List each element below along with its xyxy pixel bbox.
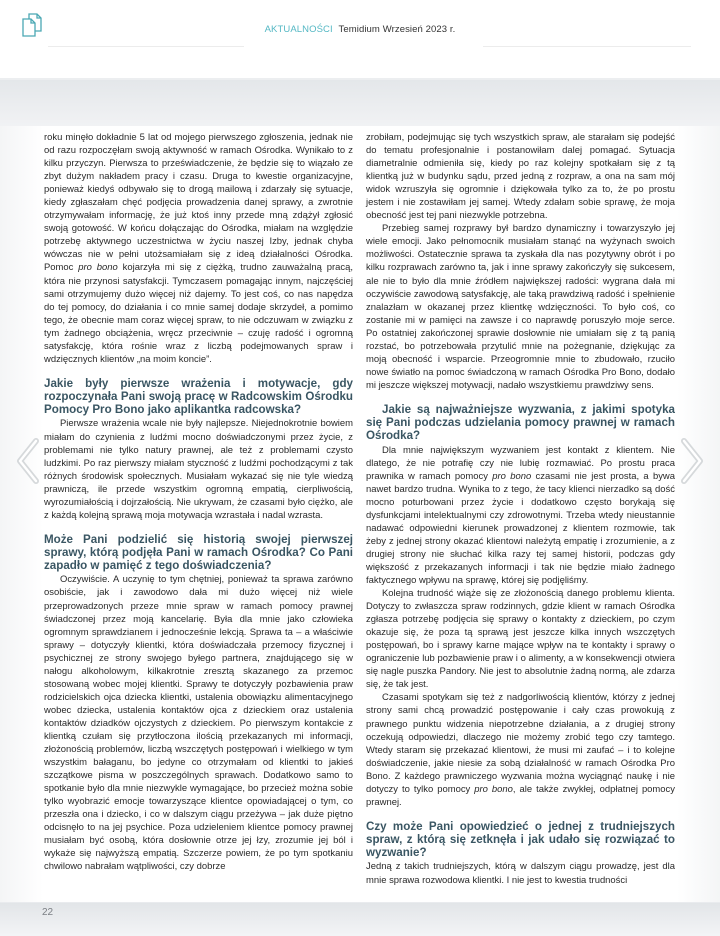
paragraph: Jedną z takich trudniejszych, którą w dalszym ciągu prowadzę, jest dla mnie sprawa rozwodowa klientki. I nie jest to kwestia trudności [366, 861, 675, 886]
article-page [0, 126, 720, 902]
paragraph: Czasami spotykam się też z nadgorliwością klientów, którzy z jednej strony sami chcą prowadzić postępowanie i cały czas prowokują z prawnego punktu widzenia niepotrzebne działania, a z drugiej strony oczekują odpowiedzi, dlaczego nie możemy zrobić tego czy tamtego. Wtedy staram się przekazać klientowi, że musi mi zaufać – i to kolejne doświadczenie, jakie niesie za sobą działalność w ramach Ośrodka Pro Bono. Z każdego prawniczego wyzwania można wyciągnąć naukę i nie dotyczy to tylko pomocy pro bono, ale także zwykłej, odpłatnej pomocy prawnej. [366, 692, 675, 808]
question-heading: Czy może Pani opowiedzieć o jednej z trudniejszych spraw, z którą się zetknęła i jak udało się rozwiązać to wyzwanie? [366, 819, 675, 860]
paragraph: roku minęło dokładnie 5 lat od mojego pierwszego zgłoszenia, jednak nie od razu rozpoczęłam swoją aktywność w ramach Ośrodka. Wynikało to z kilku przyczyn. Pierwsza to przeświadczenie, że będzie się to wiązało ze zbyt dużym nakładem pracy i czasu. Druga to kwestie organizacyjne, ponieważ kiedyś odbywało się to drogą mailową i zdarzały się sytuacje, kiedy zgłaszałam chęć podjęcia prowadzenia danej sprawy, a zwrotnie otrzymywałam informację, że już ktoś inny przede mną zdążył zgłosić swoją gotowość. W końcu dołączając do Ośrodka, miałam na względzie potrzebę aktywnego uczestnictwa w życiu naszej Izby, jednak chyba wówczas nie w pełni utożsamiałam się z ideą działalności Ośrodka. Pomoc pro bono kojarzyła mi się z ciężką, trudno zauważalną pracą, która nie przynosi satysfakcji. Tymczasem pomagając innym, najczęściej sami otrzymujemy dużo więcej niż dajemy. To jest coś, co nas napędza do tej pomocy, do działania i co mnie samej dodaje skrzydeł, a pomimo tego, że obecnie mam coraz więcej spraw, to nie odczuwam w związku z tym żadnego obciążenia, wręcz przeciwnie – czuję radość i ogromną satysfakcję, która rośnie wraz z liczbą podejmowanych spraw i wdzięcznych klientów „na moim koncie”. [44, 132, 353, 365]
paragraph: Kolejna trudność wiąże się ze złożonością danego problemu klienta. Dotyczy to zwłaszcza spraw rodzinnych, gdzie klient w ramach Ośrodka zgłasza potrzebę podjęcia się sprawy o kontakty z dzieckiem, po czym okazuje się, że poza tą sprawą jest jeszcze kilka innych wszczętych postępowań, bo i sprawy karne mające wpływ na te kontakty i sprawy o ograniczenie lub pozbawienie praw i o alimenty, a w konsekwencji otwiera się nagle puszka Pandory. Nie jest to absolutnie żadną normą, ale zdarza się, że tak jest. [366, 588, 675, 691]
paragraph: Przebieg samej rozprawy był bardzo dynamiczny i towarzyszyło jej wiele emocji. Jako pełnomocnik musiałam stanąć na wyżynach swoich możliwości. Ostatecznie sprawa ta zyskała dla nas pozytywny obrót i po kilku rozprawach zarówno ta, jak i inne sprawy zakończyły się sukcesem, ale nie to było dla mnie źródłem największej radości: wygrana dała mi oczywiście zawodową satysfakcję, ale taką prawdziwą radość i spełnienie znalazłam w okazanej przez klientkę wdzięczności. To było coś, co zostanie mi w pamięci na zawsze i co naprawdę poruszyło moje serce. Po ostatniej zakończonej sprawie dosłownie nie umiałam się z tą panią rozstać, bo potrzebowała przytulić mnie na pożegnanie, dziękując za moją obecność i wsparcie. Przeogromnie mnie to zbudowało, rzuciło nowe światło na pomoc świadczoną w ramach Ośrodka Pro Bono, dodało mi jeszcze większej motywacji, nadało wszystkiemu prawdziwy sens. [366, 223, 675, 391]
paragraph: Pierwsze wrażenia wcale nie były najlepsze. Niejednokrotnie bowiem miałam do czynienia z ludźmi mocno doświadczonymi przez życie, z problemami nie tylko natury prawnej, ale też z problemami czysto ludzkimi. Po raz pierwszy miałam styczność z ludźmi pochodzącymi z tak różnych środowisk społecznych. Musiałam wykazać się nie tyle wiedzą prawniczą, ile przede wszystkim ogromną empatią, cierpliwością, wyrozumiałością i dojrzałością. Nie ukrywam, że czasami było ciężko, ale z każdą kolejną sprawą moja motywacja wzrastała i nadal wzrasta. [44, 418, 353, 521]
chevron-right-icon[interactable] [680, 435, 706, 487]
page-header [0, 0, 720, 78]
right-column [366, 131, 675, 887]
section-label: AKTUALNOŚCI [264, 24, 333, 35]
question-heading: Jakie są najważniejsze wyzwania, z jakimi spotyka się Pani podczas udzielania pomocy prawnej w ramach Ośrodka? [366, 402, 675, 443]
header-rule-right [483, 46, 691, 47]
page-footer [0, 902, 720, 936]
paragraph: Dla mnie największym wyzwaniem jest kontakt z klientem. Nie dlatego, że nie potrafię czy nie lubię rozmawiać. Po prostu praca prawnika w ramach pomocy pro bono czasami nie jest prosta, a bywa nawet bardzo trudna. Wynika to z tego, że tacy klienci nierzadko są dość mocno poturbowani przez życie i dodatkowo często borykają się dysfunkcjami intelektualnymi czy zdrowotnymi. Trzeba wtedy nieustannie nadawać odpowiedni kierunek prowadzonej z klientem rozmowie, tak żeby z jednej strony okazać klientowi należytą empatię i zrozumienie, a z drugiej strony nie słuchać kilka razy tej samej historii, podczas gdy większość z przekazanych informacji i tak nie będzie miało żadnego faktycznego wpływu na sprawę, której się podjęliśmy. [366, 444, 675, 587]
running-head [0, 24, 720, 35]
chevron-left-icon[interactable] [14, 435, 40, 487]
left-column [44, 131, 353, 874]
question-heading: Jakie były pierwsze wrażenia i motywacje, gdy rozpoczynała Pani swoją pracę w Radcowskim Ośrodku Pomocy Pro Bono jako aplikantka radcowska? [44, 376, 353, 417]
page-number: 22 [42, 907, 54, 918]
page-gap-band [0, 78, 720, 126]
paragraph: Oczywiście. A uczynię to tym chętniej, ponieważ ta sprawa zarówno osobiście, jak i zawodowo dała mi dużo więcej niż wiele przeprowadzonych przeze mnie spraw w ramach pomocy prawnej świadczonej przez moją kancelarię. Była dla mnie jako człowieka ogromnym sprawdzianem i jednocześnie lekcją. Sprawa ta – a właściwie sprawy – dotyczyły klientki, która doświadczała przemocy fizycznej i psychicznej ze strony swojego byłego partnera, znajdującego się w nałogu alkoholowym, kilkakrotnie zresztą skazanego za przemoc stosowaną wobec mojej klientki. Sprawy te dotyczyły pozbawienia praw rodzicielskich ojca dziecka klientki, ustalenia obowiązku alimentacyjnego wobec dziecka, ustalenia kontaktów ojca z dzieckiem oraz ustalenia kontaktów dziadków ojczystych z dzieckiem. Po pierwszym kontakcie z klientką czułam się przytłoczona ilością przekazanych mi informacji, złożonością problemów, liczbą wszczętych postępowań i wielkiego w tym wszystkim bałaganu, bo jedyne co otrzymałam od klientki to jakieś szczątkowe pisma w poszczególnych sprawach. Dodatkowo samo to spotkanie było dla mnie niezwykle wymagające, bo przecież można sobie tylko wyobrazić emocje towarzyszące klientce opowiadającej o tym, co przeszła ona i dziecko, i co w dalszym ciągu przeżywa – jak duże piętno odcisnęło to na jej psychice. Poza udzieleniem klientce pomocy prawnej musiałam być osobą, która dosłownie otrze jej łzy, zrozumie jej ból i wykaże się najwyższą empatią. Szczerze powiem, że po tym spotkaniu chwilowo nabrałam wątpliwości, czy dobrze [44, 574, 353, 873]
question-heading: Może Pani podzielić się historią swojej pierwszej sprawy, którą podjęła Pani w ramach Ośrodka? Co Pani zapadło w pamięć z tego doświadczenia? [44, 532, 353, 573]
paragraph: zrobiłam, podejmując się tych wszystkich spraw, ale starałam się podejść do tematu profesjonalnie i postanowiłam dalej pomagać. Sytuacja diametralnie odmieniła się, kiedy po raz kolejny spotkałam się z tą klientką już w budynku sądu, przed jedną z rozpraw, a ona na sam mój widok wzruszyła się ogromnie i dziękowała tylko za to, że po prostu jestem i nie zostawiłam jej samej. Wtedy zdałam sobie sprawę, że moja obecność jest tej pani niezwykle potrzebna. [366, 132, 675, 222]
header-rule-left [48, 46, 244, 47]
issue-label: Temidium Wrzesień 2023 r. [338, 24, 456, 35]
